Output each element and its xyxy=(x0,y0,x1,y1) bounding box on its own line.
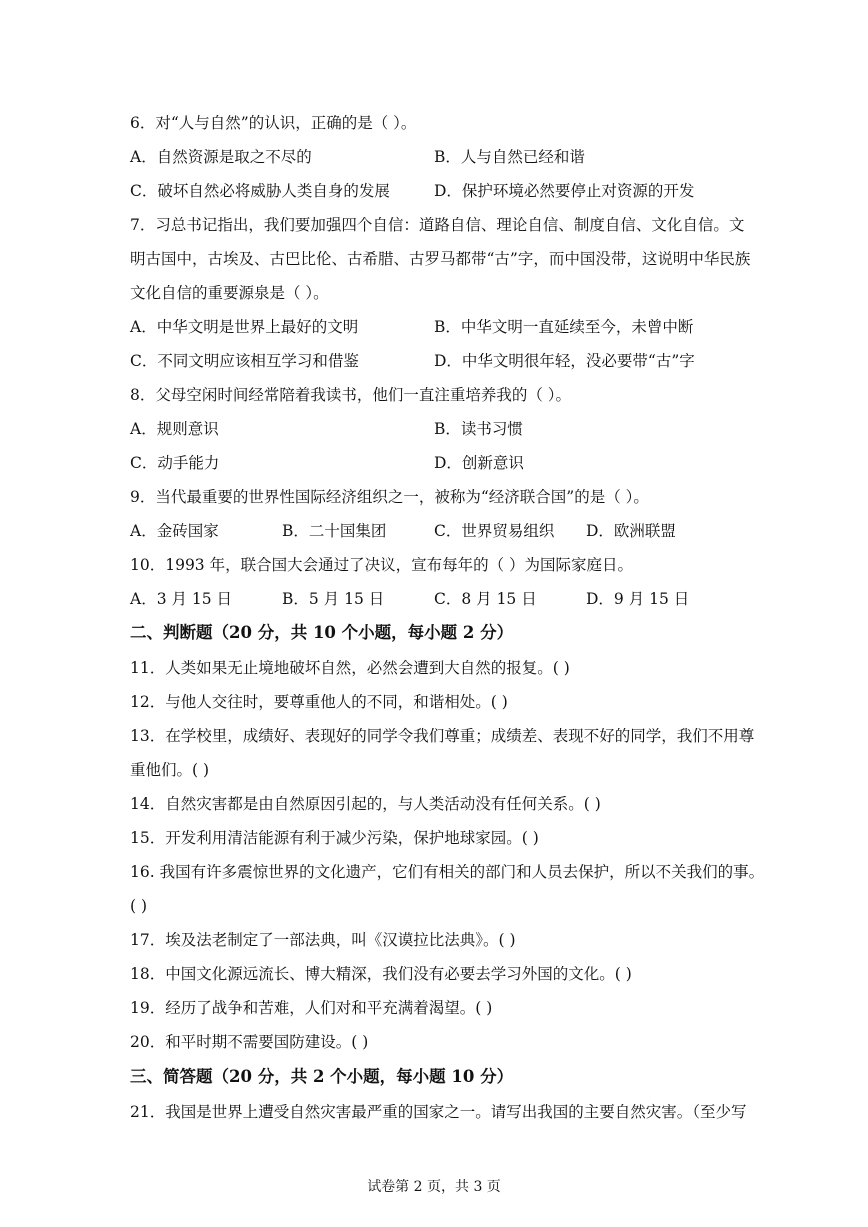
q8-option-c: C．动手能力 xyxy=(130,454,220,472)
section2-heading: 二、判断题（20 分，共 10 个小题，每小题 2 分） xyxy=(130,623,514,642)
q16-statement-line1: 16. 我国有许多震惊世界的文化遗产，它们有相关的部门和人员去保护，所以不关我们的事。 xyxy=(130,863,765,881)
q12-statement: 12．与他人交往时，要尊重他人的不同，和谐相处。( ) xyxy=(130,693,508,711)
q17-statement: 17．埃及法老制定了一部法典，叫《汉谟拉比法典》。( ) xyxy=(130,931,516,949)
q6-option-a: A．自然资源是取之不尽的 xyxy=(130,148,312,166)
q7-option-d: D．中华文明很年轻，没必要带“古”字 xyxy=(434,352,695,370)
q10-option-d: D．9 月 15 日 xyxy=(586,590,690,608)
q6-option-c: C．破坏自然必将威胁人类自身的发展 xyxy=(130,182,390,200)
q8-stem: 8．父母空闲时间经常陪着我读书，他们一直注重培养我的（ ）。 xyxy=(130,386,572,404)
q20-statement: 20．和平时期不需要国防建设。( ) xyxy=(130,1033,369,1051)
q11-statement: 11．人类如果无止境地破坏自然，必然会遭到大自然的报复。( ) xyxy=(130,659,570,677)
q15-statement: 15．开发利用清洁能源有利于减少污染，保护地球家园。( ) xyxy=(130,829,539,847)
q13-statement-line1: 13．在学校里，成绩好、表现好的同学令我们尊重；成绩差、表现不好的同学，我们不用尊 xyxy=(130,727,755,745)
q9-option-d: D．欧洲联盟 xyxy=(586,522,676,540)
q7-option-c: C．不同文明应该相互学习和借鉴 xyxy=(130,352,359,370)
q8-option-d: D．创新意识 xyxy=(434,454,524,472)
q7-stem-line3: 文化自信的重要源泉是（ ）。 xyxy=(130,284,329,302)
q19-statement: 19．经历了战争和苦难，人们对和平充满着渴望。( ) xyxy=(130,999,493,1017)
q8-option-a: A．规则意识 xyxy=(130,420,219,438)
q10-option-a: A．3 月 15 日 xyxy=(130,590,233,608)
q6-option-b: B．人与自然已经和谐 xyxy=(434,148,585,166)
q21-stem: 21．我国是世界上遭受自然灾害最严重的国家之一。请写出我国的主要自然灾害。（至少写 xyxy=(130,1103,747,1121)
q18-statement: 18．中国文化源远流长、博大精深，我们没有必要去学习外国的文化。( ) xyxy=(130,965,632,983)
q9-option-a: A．金砖国家 xyxy=(130,522,219,540)
q6-stem: 6．对“人与自然”的认识，正确的是（ ）。 xyxy=(130,114,417,132)
q6-option-d: D．保护环境必然要停止对资源的开发 xyxy=(434,182,695,200)
q10-option-b: B．5 月 15 日 xyxy=(282,590,385,608)
q16-statement-line2: ( ) xyxy=(130,897,148,915)
q7-stem-line1: 7．习总书记指出，我们要加强四个自信：道路自信、理论自信、制度自信、文化自信。文 xyxy=(130,216,745,234)
q9-option-c: C．世界贸易组织 xyxy=(434,522,555,540)
q7-option-b: B．中华文明一直延续至今，未曾中断 xyxy=(434,318,694,336)
page-footer: 试卷第 2 页，共 3 页 xyxy=(367,1179,501,1195)
q9-stem: 9．当代最重要的世界性国际经济组织之一，被称为“经济联合国”的是（ ）。 xyxy=(130,488,649,506)
q7-stem-line2: 明古国中，古埃及、古巴比伦、古希腊、古罗马都带“古”字，而中国没带，这说明中华民族 xyxy=(130,250,751,268)
q13-statement-line2: 重他们。( ) xyxy=(130,761,210,779)
q7-option-a: A．中华文明是世界上最好的文明 xyxy=(130,318,359,336)
q14-statement: 14．自然灾害都是由自然原因引起的，与人类活动没有任何关系。( ) xyxy=(130,795,601,813)
q9-option-b: B．二十国集团 xyxy=(282,522,387,540)
q10-option-c: C．8 月 15 日 xyxy=(434,590,537,608)
section3-heading: 三、简答题（20 分，共 2 个小题，每小题 10 分） xyxy=(130,1067,514,1086)
q10-stem: 10．1993 年，联合国大会通过了决议，宣布每年的（ ）为国际家庭日。 xyxy=(130,556,634,574)
q8-option-b: B．读书习惯 xyxy=(434,420,523,438)
